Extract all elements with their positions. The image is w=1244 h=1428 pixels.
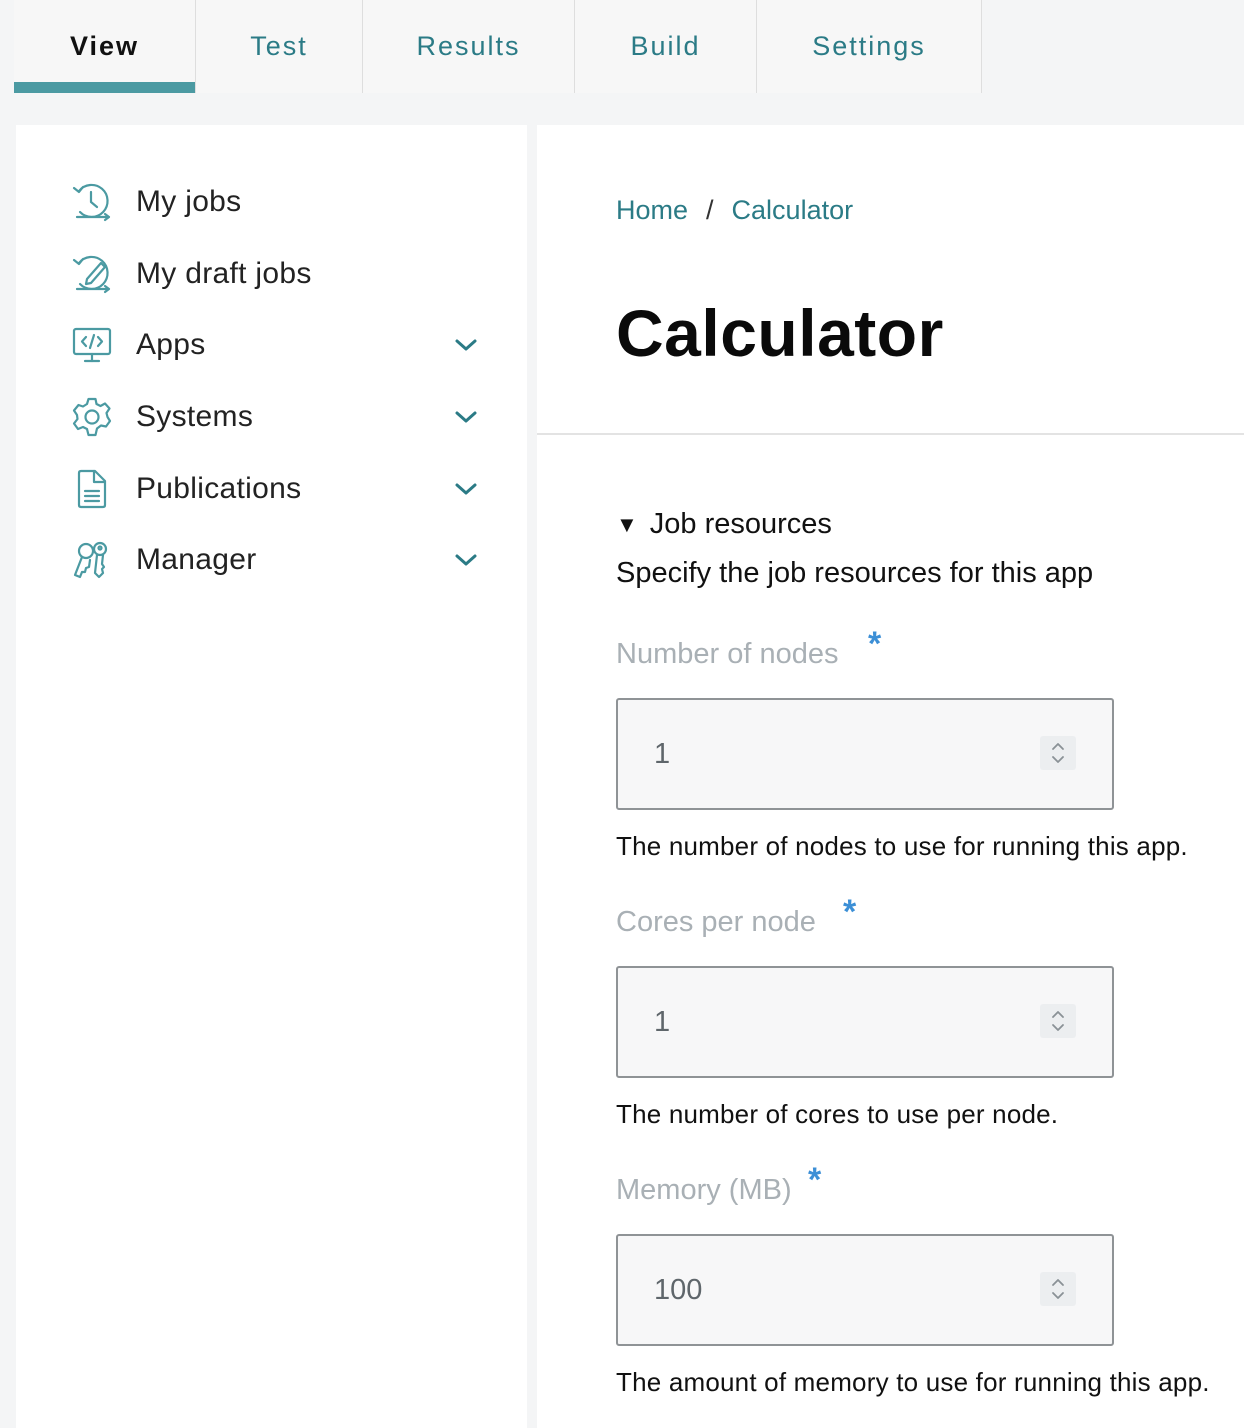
sidebar-item-label: My draft jobs	[136, 257, 312, 290]
document-icon	[70, 467, 114, 511]
cores-per-node-input[interactable]	[616, 966, 1114, 1078]
input-value: 1	[654, 737, 671, 770]
sidebar-item-my-draft-jobs[interactable]	[70, 249, 480, 299]
chevron-down-icon[interactable]	[452, 331, 480, 359]
number-spinner[interactable]	[1040, 736, 1076, 770]
chevron-down-icon[interactable]	[452, 475, 480, 503]
sidebar-item-label: Publications	[136, 472, 302, 505]
job-resources-toggle[interactable]	[616, 508, 832, 541]
chevron-down-icon[interactable]	[452, 546, 480, 574]
required-asterisk: *	[868, 625, 882, 663]
sidebar-item-label: Systems	[136, 400, 254, 433]
code-monitor-icon	[70, 323, 114, 367]
gear-icon	[70, 395, 114, 439]
jobs-history-icon	[70, 180, 114, 224]
tab-view[interactable]: View	[14, 0, 196, 93]
sidebar-item-label: Apps	[136, 328, 206, 361]
keys-icon	[70, 538, 114, 582]
number-of-nodes-input[interactable]	[616, 698, 1114, 810]
required-asterisk: *	[808, 1161, 822, 1199]
sidebar-item-label: Manager	[136, 543, 257, 576]
section-description: Specify the job resources for this app	[616, 557, 1094, 589]
divider	[537, 433, 1244, 435]
number-spinner[interactable]	[1040, 1004, 1076, 1038]
sidebar-item-publications[interactable]	[70, 464, 480, 514]
sidebar-item-my-jobs[interactable]	[70, 177, 480, 227]
input-value: 1	[654, 1005, 671, 1038]
memory-label: Memory (MB)	[616, 1174, 792, 1206]
sidebar-item-manager[interactable]	[70, 535, 480, 585]
sidebar-item-label: My jobs	[136, 185, 242, 218]
tab-settings[interactable]: Settings	[757, 0, 982, 93]
number-spinner[interactable]	[1040, 1272, 1076, 1306]
cores-per-node-label: Cores per node	[616, 906, 816, 938]
tab-results[interactable]: Results	[363, 0, 575, 93]
main-content	[537, 125, 1244, 1428]
memory-help: The amount of memory to use for running this app.	[616, 1367, 1210, 1397]
sidebar	[16, 125, 527, 1428]
memory-input[interactable]	[616, 1234, 1114, 1346]
number-of-nodes-label: Number of nodes	[616, 638, 839, 670]
triangle-down-icon: ▼	[616, 511, 638, 537]
breadcrumb-separator: /	[706, 195, 714, 225]
required-asterisk: *	[843, 893, 857, 931]
breadcrumb	[616, 195, 853, 226]
draft-edit-icon	[70, 252, 114, 296]
breadcrumb-home-link[interactable]: Home	[616, 195, 689, 225]
tab-bar	[14, 0, 982, 93]
section-title: Job resources	[649, 508, 832, 540]
sidebar-item-systems[interactable]	[70, 392, 480, 442]
page-title: Calculator	[616, 296, 944, 370]
tab-test[interactable]: Test	[196, 0, 363, 93]
sidebar-item-apps[interactable]	[70, 320, 480, 370]
cores-per-node-help: The number of cores to use per node.	[616, 1099, 1059, 1129]
breadcrumb-current-link[interactable]: Calculator	[731, 195, 854, 225]
input-value: 100	[654, 1273, 703, 1306]
number-of-nodes-help: The number of nodes to use for running this app.	[616, 831, 1188, 861]
chevron-down-icon[interactable]	[452, 403, 480, 431]
tab-build[interactable]: Build	[575, 0, 757, 93]
